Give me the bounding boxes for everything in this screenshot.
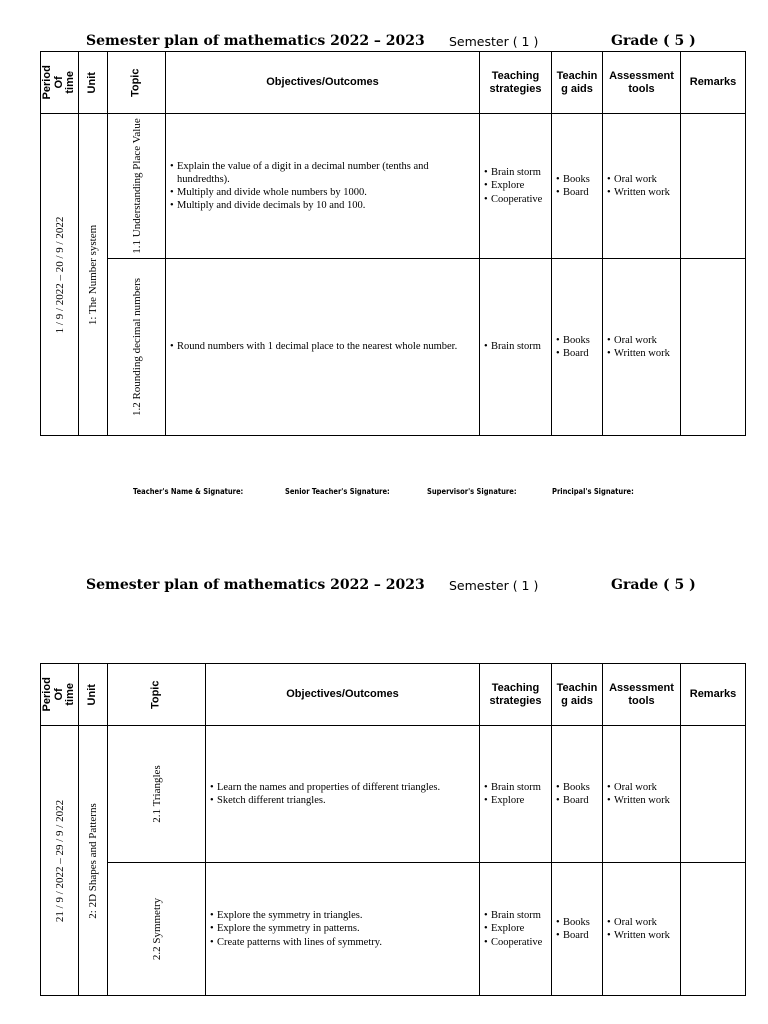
col-assessment: Assessment tools (603, 52, 681, 114)
list-item: • Books (556, 781, 599, 794)
list-item: • Oral work (607, 334, 677, 347)
strategies-cell (480, 863, 552, 996)
list-item: • Multiply and divide whole numbers by 1000. (170, 186, 476, 199)
list-item: • Explore (484, 179, 548, 192)
period-cell: 21 / 9 / 2022 – 29 / 9 / 2022 (41, 726, 79, 996)
list-item: • Cooperative (484, 936, 548, 949)
semester-label: Semester ( 1 ) (449, 34, 539, 49)
list-item: • Cooperative (484, 193, 548, 206)
list-item: • Board (556, 347, 599, 360)
principal-signature-label: Principal's Signature: (552, 487, 634, 496)
assessment-cell (603, 114, 681, 259)
grade-label: Grade ( 5 ) (611, 577, 696, 593)
senior-teacher-signature-label: Senior Teacher's Signature: (285, 487, 390, 496)
col-objectives: Objectives/Outcomes (206, 664, 480, 726)
plan-table-1 (40, 51, 746, 436)
list-item: • Explore (484, 922, 548, 935)
col-period: Period Of time (41, 664, 79, 726)
list-item: • Round numbers with 1 decimal place to the nearest whole number. (170, 340, 476, 353)
col-aids: Teachin g aids (552, 52, 603, 114)
col-assessment: Assessment tools (603, 664, 681, 726)
objectives-cell (206, 863, 480, 996)
col-strategies: Teaching strategies (480, 664, 552, 726)
topic-cell: 2.1 Triangles (108, 726, 206, 863)
topic-cell: 1.2 Rounding decimal numbers (108, 259, 166, 436)
remarks-cell (681, 259, 746, 436)
list-item: • Books (556, 173, 599, 186)
table-row (41, 726, 746, 863)
col-remarks: Remarks (681, 664, 746, 726)
aids-cell (552, 259, 603, 436)
supervisor-signature-label: Supervisor's Signature: (427, 487, 517, 496)
aids-cell (552, 726, 603, 863)
table-row (41, 259, 746, 436)
list-item: • Create patterns with lines of symmetry. (210, 936, 476, 949)
plan-title: Semester plan of mathematics 2022 – 2023 (86, 577, 425, 593)
unit-cell: 1: The Number system (79, 114, 108, 436)
col-topic: Topic (108, 52, 166, 114)
list-item: • Brain storm (484, 166, 548, 179)
objectives-cell (206, 726, 480, 863)
list-item: • Explore the symmetry in triangles. (210, 909, 476, 922)
assessment-cell (603, 259, 681, 436)
plan-table-2 (40, 663, 746, 996)
semester-label: Semester ( 1 ) (449, 578, 539, 593)
list-item: • Learn the names and properties of different triangles. (210, 781, 476, 794)
objectives-cell (166, 259, 480, 436)
list-item: • Brain storm (484, 909, 548, 922)
list-item: • Books (556, 334, 599, 347)
assessment-cell (603, 863, 681, 996)
col-remarks: Remarks (681, 52, 746, 114)
list-item: • Sketch different triangles. (210, 794, 476, 807)
remarks-cell (681, 863, 746, 996)
list-item: • Oral work (607, 173, 677, 186)
col-strategies: Teaching strategies (480, 52, 552, 114)
header-row (41, 664, 746, 726)
header-row (41, 52, 746, 114)
list-item: • Written work (607, 794, 677, 807)
list-item: • Oral work (607, 781, 677, 794)
col-period: Period Of time (41, 52, 79, 114)
list-item: • Written work (607, 347, 677, 360)
grade-label: Grade ( 5 ) (611, 33, 696, 49)
list-item: • Explain the value of a digit in a decimal number (tenths and hundredths). (170, 160, 476, 186)
strategies-cell (480, 259, 552, 436)
aids-cell (552, 863, 603, 996)
list-item: • Brain storm (484, 340, 548, 353)
list-item: • Explore (484, 794, 548, 807)
list-item: • Board (556, 186, 599, 199)
aids-cell (552, 114, 603, 259)
col-unit: Unit (79, 52, 108, 114)
assessment-cell (603, 726, 681, 863)
plan-title: Semester plan of mathematics 2022 – 2023 (86, 33, 425, 49)
list-item: • Books (556, 916, 599, 929)
col-aids: Teachin g aids (552, 664, 603, 726)
objectives-cell (166, 114, 480, 259)
list-item: • Board (556, 929, 599, 942)
remarks-cell (681, 114, 746, 259)
list-item: • Explore the symmetry in patterns. (210, 922, 476, 935)
topic-cell: 2.2 Symmetry (108, 863, 206, 996)
table-row (41, 863, 746, 996)
list-item: • Written work (607, 929, 677, 942)
unit-cell: 2: 2D Shapes and Patterns (79, 726, 108, 996)
teacher-signature-label: Teacher's Name & Signature: (133, 487, 244, 496)
topic-cell: 1.1 Understanding Place Value (108, 114, 166, 259)
list-item: • Board (556, 794, 599, 807)
remarks-cell (681, 726, 746, 863)
col-topic: Topic (108, 664, 206, 726)
period-cell: 1 / 9 / 2022 – 20 / 9 / 2022 (41, 114, 79, 436)
list-item: • Written work (607, 186, 677, 199)
table-row (41, 114, 746, 259)
strategies-cell (480, 114, 552, 259)
strategies-cell (480, 726, 552, 863)
list-item: • Multiply and divide decimals by 10 and 100. (170, 199, 476, 212)
col-unit: Unit (79, 664, 108, 726)
col-objectives: Objectives/Outcomes (166, 52, 480, 114)
list-item: • Oral work (607, 916, 677, 929)
list-item: • Brain storm (484, 781, 548, 794)
